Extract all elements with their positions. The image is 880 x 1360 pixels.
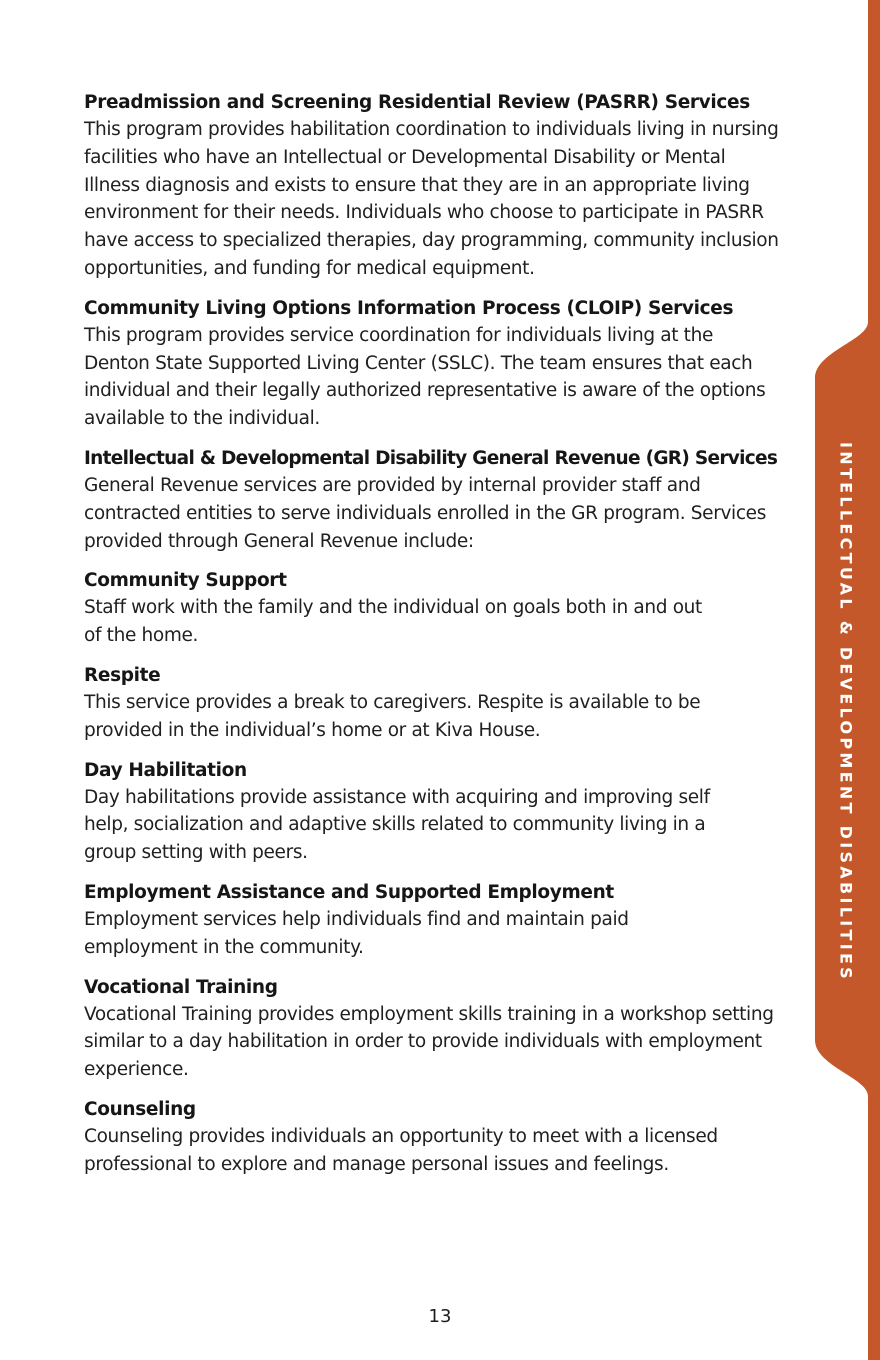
- section-body: This program provides service coordination for individuals living at the Denton State Supported Living Center (SSLC). The team ensures that each individual and their legally authorized representative is aware of the options available to the individual.: [84, 324, 766, 430]
- section-heading: Counseling: [84, 1098, 196, 1120]
- section-employment: [84, 879, 784, 962]
- section-pasrr: [84, 89, 784, 283]
- section-counseling: [84, 1096, 784, 1179]
- section-body: Day habilitations provide assistance with acquiring and improving self help, socialization and adaptive skills related to community living in a group setting with peers.: [84, 786, 710, 864]
- section-heading: Community Living Options Information Process (CLOIP) Services: [84, 297, 734, 319]
- section-body: This program provides habilitation coordination to individuals living in nursing facilities who have an Intellectual or Developmental Disability or Mental Illness diagnosis and exists to ensure that they are in an appropriate living environment for their needs. Individuals who choose to participate in PASRR have access to specialized therapies, day programming, community inclusion opportunities, and funding for medical equipment.: [84, 119, 779, 279]
- section-heading: Vocational Training: [84, 976, 278, 998]
- page-number: 13: [428, 1306, 452, 1327]
- section-day-habilitation: [84, 757, 784, 867]
- section-body: General Revenue services are provided by internal provider staff and contracted entities to serve individuals enrolled in the GR program. Services provided through General Revenue include:: [84, 474, 766, 552]
- section-heading: Respite: [84, 664, 161, 686]
- section-cloip: [84, 295, 784, 433]
- section-heading: Employment Assistance and Supported Employment: [84, 881, 614, 903]
- section-vocational-training: [84, 974, 784, 1084]
- document-content: [84, 89, 784, 1191]
- section-heading: Day Habilitation: [84, 759, 247, 781]
- section-body: Counseling provides individuals an opportunity to meet with a licensed professional to explore and manage personal issues and feelings.: [84, 1125, 718, 1175]
- section-heading: Community Support: [84, 570, 287, 592]
- side-tab-label: INTELLECTUAL & DEVELOPMENT DISABILITIES: [836, 442, 856, 982]
- section-gr-services: [84, 445, 784, 555]
- section-heading: Intellectual & Developmental Disability General Revenue (GR) Services: [84, 447, 778, 469]
- section-heading: Preadmission and Screening Residential Review (PASRR) Services: [84, 92, 750, 113]
- section-respite: [84, 662, 784, 745]
- section-body: Employment services help individuals find and maintain paid employment in the community.: [84, 908, 629, 958]
- section-body: Staff work with the family and the individual on goals both in and out of the home.: [84, 597, 702, 647]
- section-body: Vocational Training provides employment skills training in a workshop setting similar to a day habilitation in order to provide individuals with employment experience.: [84, 1003, 774, 1081]
- section-community-support: [84, 567, 784, 650]
- section-body: This service provides a break to caregivers. Respite is available to be provided in the individual’s home or at Kiva House.: [84, 691, 701, 741]
